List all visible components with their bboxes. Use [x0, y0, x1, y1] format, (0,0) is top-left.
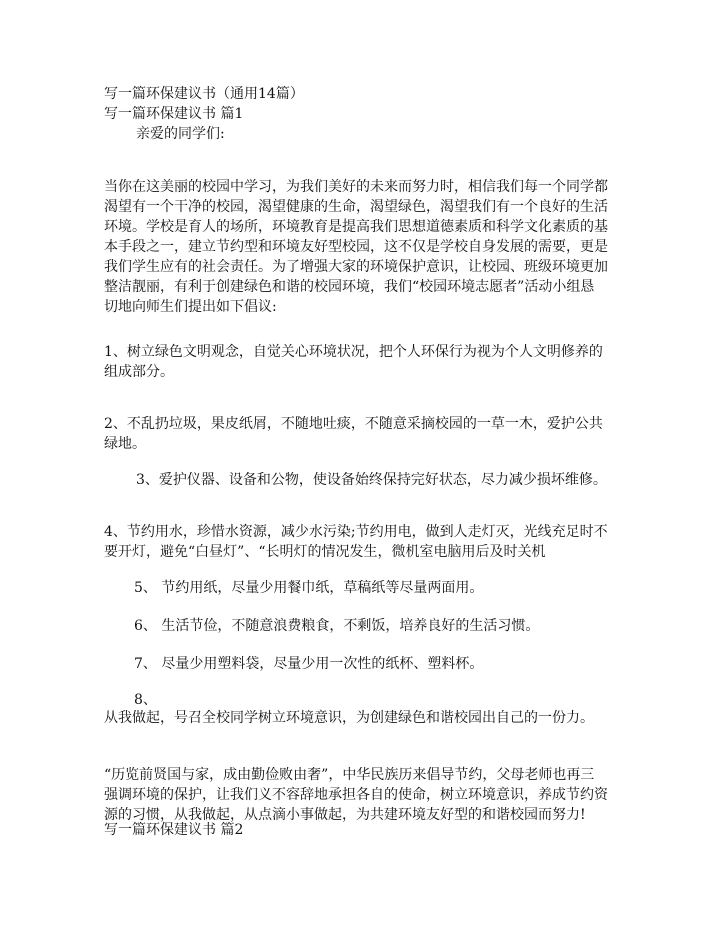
proposal-line: 组成部分。: [104, 364, 174, 380]
proposal-line: 1、树立绿色文明观念，自觉关心环境状况，把个人环保行为视为个人文明修养的: [104, 344, 603, 360]
intro-line: 切地向师生们提出如下倡议:: [104, 299, 277, 315]
proposal-item-6: 6、 生活节俭，不随意浪费粮食，不剩饭，培养良好的生活习惯。: [134, 618, 540, 634]
intro-line: 当你在这美丽的校园中学习，为我们美好的未来而努力时，相信我们每一个同学都: [104, 179, 608, 195]
intro-line: 本手段之一，建立节约型和环境友好型校园，这不仅是学校自身发展的需要，更是: [104, 239, 608, 255]
proposal-item-8-text: 从我做起，号召全校同学树立环境意识，为创建绿色和谐校园出自己的一份力。: [104, 710, 594, 726]
closing-line: “历览前贤国与家，成由勤俭败由奢”，中华民族历来倡导节约，父母老师也再三: [104, 767, 595, 783]
proposal-item-1: [104, 342, 624, 382]
proposal-line: 绿地。: [104, 436, 146, 452]
closing-line: 源的习惯，从我做起，从点滴小事做起，为共建环境友好型的和谐校园而努力!: [104, 807, 586, 823]
closing-line: 强调环境的保护，让我们义不容辞地承担各自的使命，树立环境意识，养成节约资: [104, 787, 608, 803]
article-2-heading: 写一篇环保建议书 篇2: [104, 822, 244, 838]
proposal-item-4: [104, 522, 624, 562]
intro-line: 渴望有一个干净的校园，渴望健康的生命，渴望绿色，渴望我们有一个良好的生活: [104, 199, 608, 215]
proposal-item-3: 3、爱护仪器、设备和公物，使设备始终保持完好状态，尽力减少损坏维修。: [136, 472, 607, 488]
proposal-item-2: [104, 414, 624, 454]
proposal-item-8-number: 8、: [134, 692, 157, 708]
proposal-item-7: 7、 尽量少用塑料袋，尽量少用一次性的纸杯、塑料杯。: [134, 656, 484, 672]
intro-paragraph: [104, 177, 624, 317]
article-1-heading: 写一篇环保建议书 篇1: [104, 106, 244, 122]
intro-line: 我们学生应有的社会责任。为了增强大家的环境保护意识，让校园、班级环境更加: [104, 259, 608, 275]
document-title: 写一篇环保建议书（通用14篇）: [104, 86, 304, 102]
proposal-line: 要开灯，避免“白昼灯”、“长明灯的情况发生，微机室电脑用后及时关机: [104, 544, 546, 560]
closing-paragraph: [104, 765, 624, 825]
intro-line: 整洁靓丽，有利于创建绿色和谐的校园环境，我们“校园环境志愿者”活动小组恳: [104, 279, 595, 295]
proposal-line: 4、节约用水，珍惜水资源，减少水污染;节约用电，做到人走灯灭，光线充足时不: [104, 524, 608, 540]
proposal-line: 2、不乱扔垃圾，果皮纸屑，不随地吐痰，不随意采摘校园的一草一木，爱护公共: [104, 416, 603, 432]
proposal-item-5: 5、 节约用纸，尽量少用餐巾纸，草稿纸等尽量两面用。: [134, 580, 484, 596]
greeting: 亲爱的同学们:: [136, 126, 225, 142]
intro-line: 环境。学校是育人的场所，环境教育是提高我们思想道德素质和科学文化素质的基: [104, 219, 608, 235]
